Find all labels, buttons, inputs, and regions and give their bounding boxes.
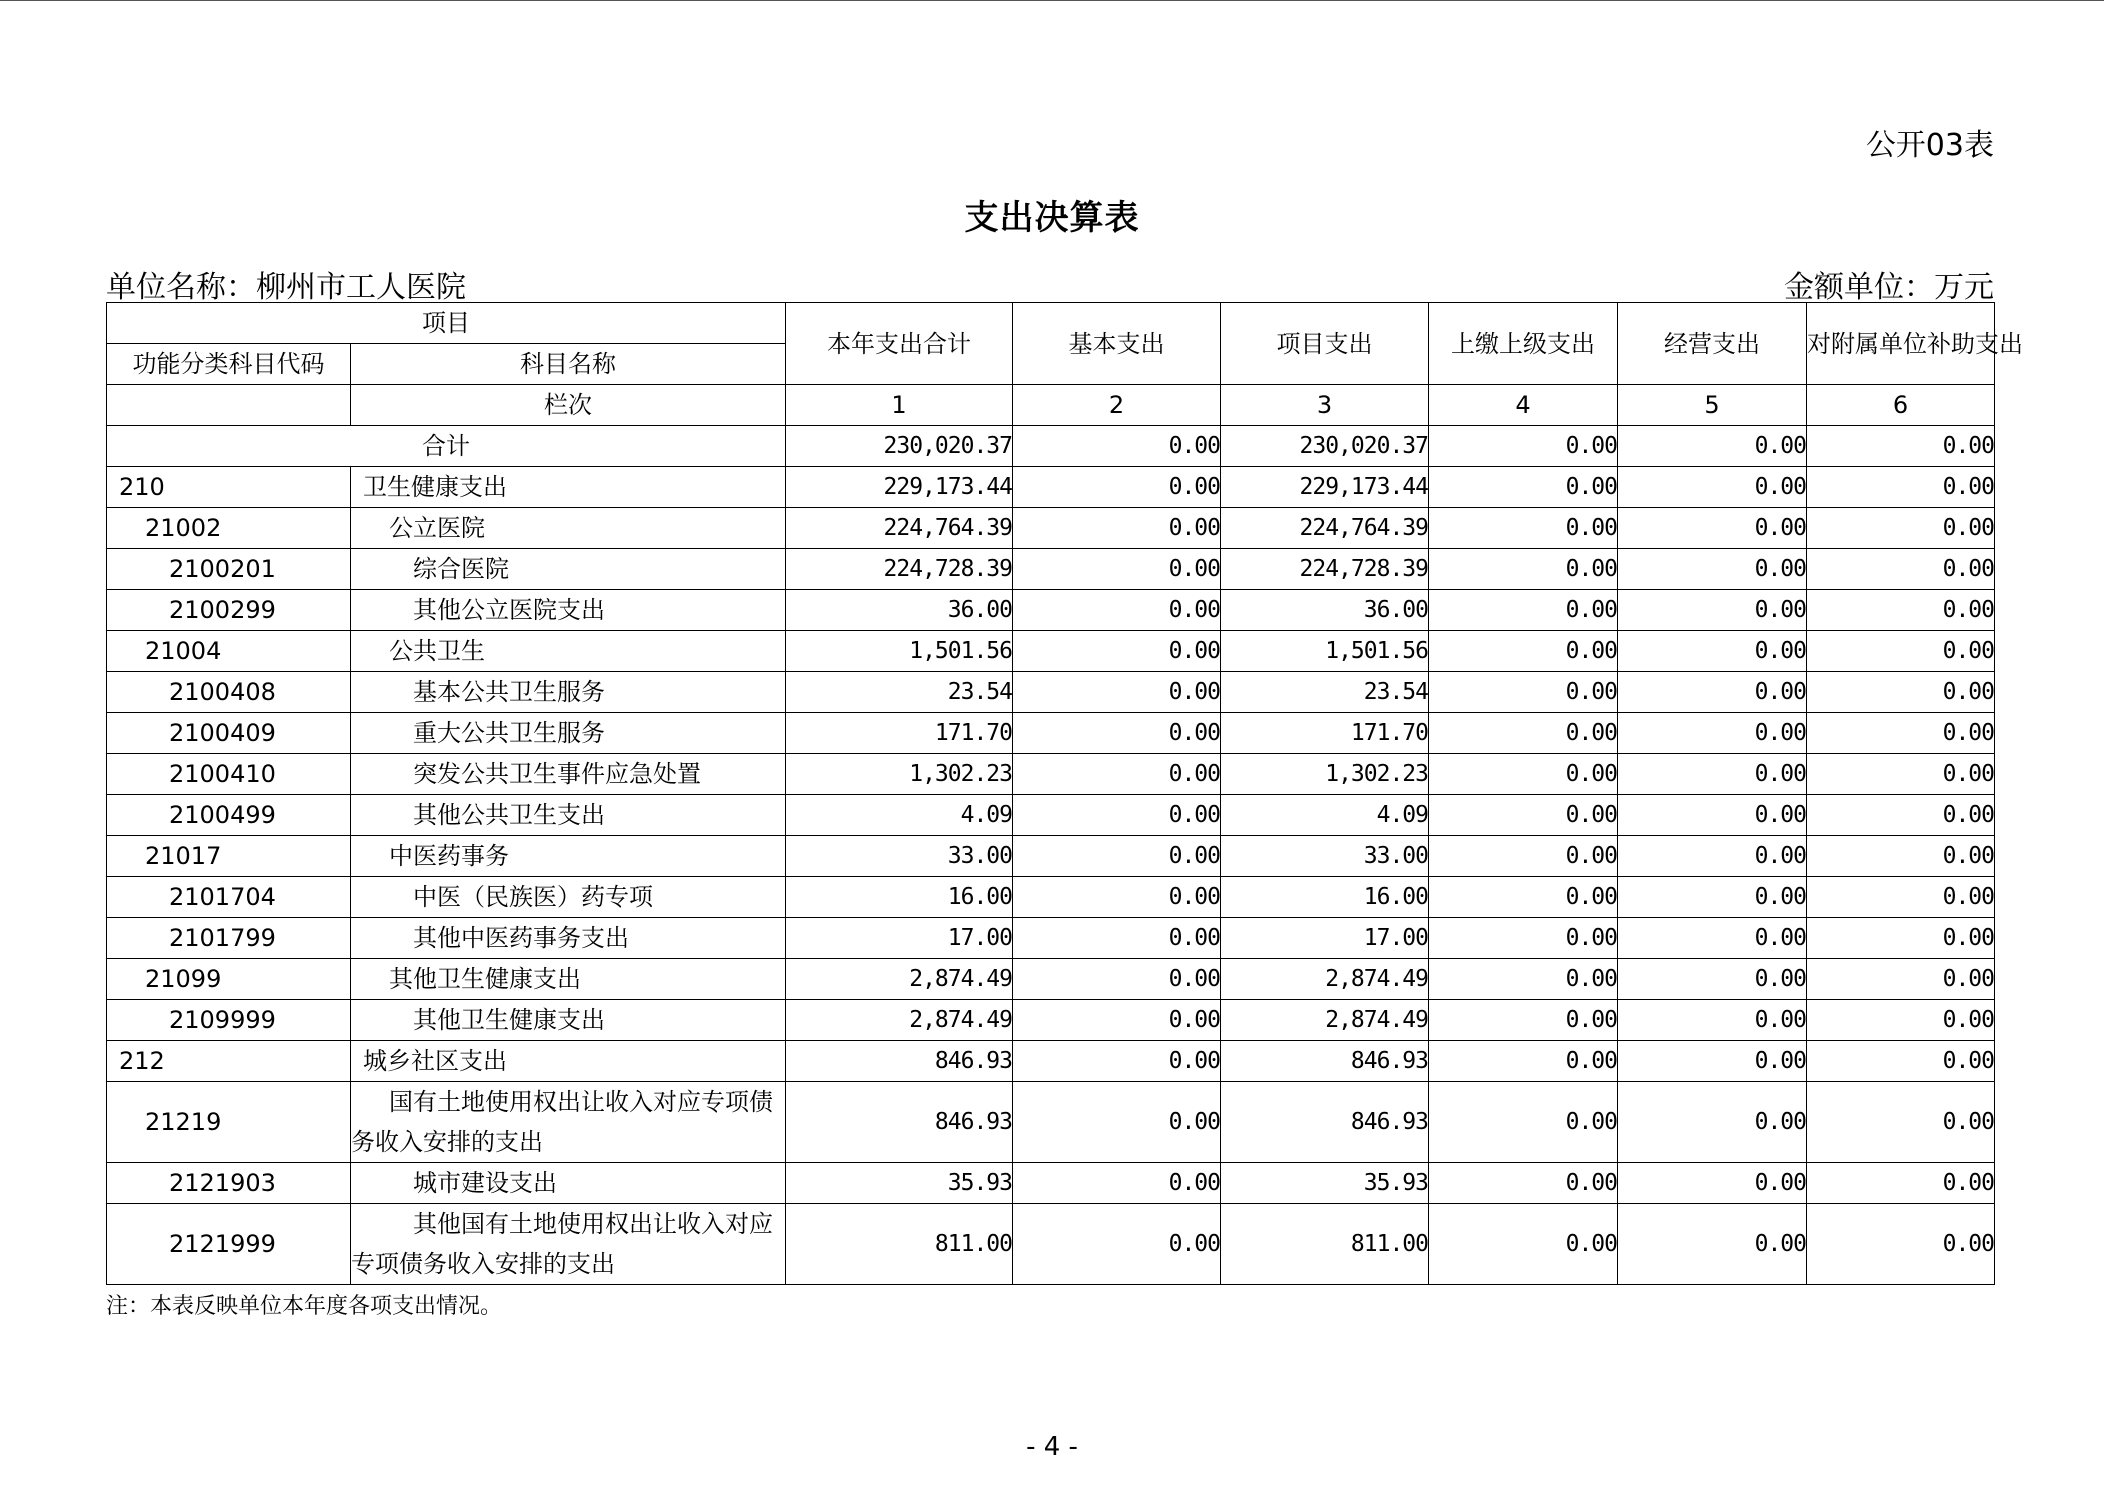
subject-name: 中医药事务 [351, 836, 786, 877]
col-header-operation: 经营支出 [1618, 303, 1807, 385]
total-value: 0.00 [1618, 426, 1807, 467]
amount-cell: 0.00 [1618, 959, 1807, 1000]
amount-cell: 0.00 [1429, 549, 1618, 590]
amount-cell: 229,173.44 [786, 467, 1013, 508]
page-title: 支出决算表 [964, 198, 1140, 238]
total-value: 230,020.37 [786, 426, 1013, 467]
total-value: 0.00 [1807, 426, 1995, 467]
amount-cell: 224,728.39 [786, 549, 1013, 590]
amount-cell: 0.00 [1807, 713, 1995, 754]
total-row [107, 426, 1995, 467]
amount-cell: 33.00 [1221, 836, 1429, 877]
amount-cell: 0.00 [1429, 1163, 1618, 1204]
amount-cell: 4.09 [1221, 795, 1429, 836]
subject-name: 突发公共卫生事件应急处置 [351, 754, 786, 795]
amount-cell: 17.00 [786, 918, 1013, 959]
table-row [107, 1000, 1995, 1041]
table-row [107, 836, 1995, 877]
amount-cell: 171.70 [1221, 713, 1429, 754]
amount-unit-label: 金额单位：万元 [1784, 270, 1994, 305]
amount-cell: 2,874.49 [1221, 1000, 1429, 1041]
col-header-project: 项目支出 [1221, 303, 1429, 385]
amount-cell: 36.00 [1221, 590, 1429, 631]
amount-cell: 0.00 [1807, 877, 1995, 918]
subject-name: 综合医院 [351, 549, 786, 590]
item-header: 项目 [107, 303, 786, 344]
table-row [107, 795, 1995, 836]
amount-cell: 229,173.44 [1221, 467, 1429, 508]
col-header-total: 本年支出合计 [786, 303, 1013, 385]
amount-cell: 1,501.56 [1221, 631, 1429, 672]
amount-cell: 0.00 [1013, 713, 1221, 754]
table-row [107, 508, 1995, 549]
subject-name: 其他卫生健康支出 [351, 959, 786, 1000]
amount-cell: 16.00 [1221, 877, 1429, 918]
table-row [107, 672, 1995, 713]
subject-code: 2100410 [107, 754, 351, 795]
amount-cell: 0.00 [1807, 918, 1995, 959]
amount-cell: 0.00 [1429, 508, 1618, 549]
amount-cell: 0.00 [1807, 549, 1995, 590]
table-row [107, 1082, 1995, 1163]
amount-cell: 846.93 [786, 1082, 1013, 1163]
amount-cell: 0.00 [1618, 754, 1807, 795]
amount-cell: 171.70 [786, 713, 1013, 754]
amount-cell: 0.00 [1618, 549, 1807, 590]
table-row [107, 918, 1995, 959]
col-header-subsidy: 对附属单位补助支出 [1807, 303, 1995, 385]
subject-name: 国有土地使用权出让收入对应专项债务收入安排的支出 [351, 1082, 786, 1163]
subject-name-header: 科目名称 [351, 344, 786, 385]
amount-cell: 2,874.49 [786, 1000, 1013, 1041]
amount-cell: 33.00 [786, 836, 1013, 877]
subject-name: 公立医院 [351, 508, 786, 549]
amount-cell: 0.00 [1429, 467, 1618, 508]
subject-name: 中医（民族医）药专项 [351, 877, 786, 918]
table-row [107, 1041, 1995, 1082]
table-row [107, 549, 1995, 590]
col-index-2: 2 [1013, 385, 1221, 426]
amount-cell: 1,501.56 [786, 631, 1013, 672]
subject-code: 2121903 [107, 1163, 351, 1204]
amount-cell: 0.00 [1013, 631, 1221, 672]
amount-cell: 0.00 [1429, 836, 1618, 877]
subject-name: 其他公立医院支出 [351, 590, 786, 631]
amount-cell: 0.00 [1618, 836, 1807, 877]
total-value: 230,020.37 [1221, 426, 1429, 467]
amount-cell: 0.00 [1013, 1041, 1221, 1082]
amount-cell: 35.93 [1221, 1163, 1429, 1204]
subject-code: 21004 [107, 631, 351, 672]
amount-cell: 0.00 [1807, 672, 1995, 713]
amount-cell: 811.00 [786, 1204, 1013, 1285]
amount-cell: 0.00 [1618, 1000, 1807, 1041]
table-row [107, 590, 1995, 631]
amount-cell: 2,874.49 [1221, 959, 1429, 1000]
col-index-4: 4 [1429, 385, 1618, 426]
col-header-remit: 上缴上级支出 [1429, 303, 1618, 385]
amount-cell: 2,874.49 [786, 959, 1013, 1000]
col-index-6: 6 [1807, 385, 1995, 426]
col-header-basic: 基本支出 [1013, 303, 1221, 385]
amount-cell: 0.00 [1429, 1082, 1618, 1163]
amount-cell: 0.00 [1618, 1204, 1807, 1285]
col-index-1: 1 [786, 385, 1013, 426]
table-note: 注：本表反映单位本年度各项支出情况。 [106, 1294, 503, 1319]
amount-cell: 0.00 [1013, 959, 1221, 1000]
subject-name: 城市建设支出 [351, 1163, 786, 1204]
amount-cell: 0.00 [1807, 1000, 1995, 1041]
amount-cell: 0.00 [1013, 549, 1221, 590]
amount-cell: 1,302.23 [786, 754, 1013, 795]
amount-cell: 0.00 [1429, 754, 1618, 795]
table-row [107, 1204, 1995, 1285]
subject-name: 其他国有土地使用权出让收入对应专项债务收入安排的支出 [351, 1204, 786, 1285]
amount-cell: 0.00 [1013, 918, 1221, 959]
subject-code: 212 [107, 1041, 351, 1082]
subject-code: 21219 [107, 1082, 351, 1163]
amount-cell: 0.00 [1013, 1000, 1221, 1041]
amount-cell: 0.00 [1618, 1041, 1807, 1082]
top-border-line [0, 0, 2104, 1]
amount-cell: 0.00 [1807, 1041, 1995, 1082]
subject-code: 2101799 [107, 918, 351, 959]
amount-cell: 224,764.39 [1221, 508, 1429, 549]
total-value: 0.00 [1013, 426, 1221, 467]
amount-cell: 846.93 [786, 1041, 1013, 1082]
amount-cell: 0.00 [1429, 1204, 1618, 1285]
subject-name: 卫生健康支出 [351, 467, 786, 508]
amount-cell: 0.00 [1807, 631, 1995, 672]
table-row [107, 877, 1995, 918]
col-index-5: 5 [1618, 385, 1807, 426]
amount-cell: 0.00 [1013, 590, 1221, 631]
amount-cell: 0.00 [1013, 467, 1221, 508]
amount-cell: 0.00 [1429, 590, 1618, 631]
subject-name: 重大公共卫生服务 [351, 713, 786, 754]
amount-cell: 0.00 [1807, 1082, 1995, 1163]
amount-cell: 0.00 [1013, 1082, 1221, 1163]
amount-cell: 846.93 [1221, 1082, 1429, 1163]
page-number: - 4 - [1026, 1432, 1078, 1462]
amount-cell: 846.93 [1221, 1041, 1429, 1082]
subject-code: 2100299 [107, 590, 351, 631]
amount-cell: 0.00 [1807, 590, 1995, 631]
amount-cell: 0.00 [1013, 508, 1221, 549]
amount-cell: 1,302.23 [1221, 754, 1429, 795]
amount-cell: 0.00 [1618, 590, 1807, 631]
amount-cell: 0.00 [1807, 467, 1995, 508]
subject-code: 2109999 [107, 1000, 351, 1041]
amount-cell: 4.09 [786, 795, 1013, 836]
table-row [107, 1163, 1995, 1204]
amount-cell: 16.00 [786, 877, 1013, 918]
total-value: 0.00 [1429, 426, 1618, 467]
amount-cell: 224,764.39 [786, 508, 1013, 549]
amount-cell: 0.00 [1618, 631, 1807, 672]
table-row [107, 467, 1995, 508]
amount-cell: 23.54 [1221, 672, 1429, 713]
subject-code: 2101704 [107, 877, 351, 918]
amount-cell: 0.00 [1618, 508, 1807, 549]
col-index-empty [107, 385, 351, 426]
subject-name: 其他中医药事务支出 [351, 918, 786, 959]
amount-cell: 0.00 [1429, 1041, 1618, 1082]
subject-name: 城乡社区支出 [351, 1041, 786, 1082]
amount-cell: 0.00 [1618, 877, 1807, 918]
form-number: 公开03表 [1865, 128, 1994, 163]
amount-cell: 0.00 [1807, 754, 1995, 795]
amount-cell: 35.93 [786, 1163, 1013, 1204]
amount-cell: 0.00 [1013, 836, 1221, 877]
col-index-3: 3 [1221, 385, 1429, 426]
amount-cell: 0.00 [1429, 959, 1618, 1000]
amount-cell: 0.00 [1429, 1000, 1618, 1041]
amount-cell: 0.00 [1618, 918, 1807, 959]
amount-cell: 0.00 [1618, 795, 1807, 836]
amount-cell: 0.00 [1807, 1163, 1995, 1204]
amount-cell: 0.00 [1429, 631, 1618, 672]
table-row [107, 959, 1995, 1000]
subject-code: 2100408 [107, 672, 351, 713]
subject-name: 其他卫生健康支出 [351, 1000, 786, 1041]
amount-cell: 0.00 [1013, 672, 1221, 713]
amount-cell: 0.00 [1807, 795, 1995, 836]
amount-cell: 0.00 [1429, 877, 1618, 918]
amount-cell: 0.00 [1807, 1204, 1995, 1285]
amount-cell: 0.00 [1013, 754, 1221, 795]
table-body [107, 426, 1995, 1285]
table-row [107, 631, 1995, 672]
subject-code: 2121999 [107, 1204, 351, 1285]
amount-cell: 0.00 [1807, 508, 1995, 549]
subject-code: 21002 [107, 508, 351, 549]
amount-cell: 0.00 [1618, 467, 1807, 508]
amount-cell: 0.00 [1618, 1163, 1807, 1204]
col-index-label: 栏次 [351, 385, 786, 426]
amount-cell: 0.00 [1807, 836, 1995, 877]
amount-cell: 0.00 [1013, 1163, 1221, 1204]
amount-cell: 0.00 [1807, 959, 1995, 1000]
unit-name-label: 单位名称：柳州市工人医院 [106, 270, 466, 305]
amount-cell: 0.00 [1618, 672, 1807, 713]
amount-cell: 23.54 [786, 672, 1013, 713]
amount-cell: 0.00 [1429, 918, 1618, 959]
subject-name: 公共卫生 [351, 631, 786, 672]
subject-code: 2100409 [107, 713, 351, 754]
subject-code: 21099 [107, 959, 351, 1000]
amount-cell: 0.00 [1618, 1082, 1807, 1163]
amount-cell: 811.00 [1221, 1204, 1429, 1285]
table-row [107, 754, 1995, 795]
amount-cell: 36.00 [786, 590, 1013, 631]
amount-cell: 0.00 [1013, 877, 1221, 918]
table-row [107, 713, 1995, 754]
amount-cell: 0.00 [1429, 713, 1618, 754]
subject-code: 210 [107, 467, 351, 508]
amount-cell: 0.00 [1013, 795, 1221, 836]
subject-code: 21017 [107, 836, 351, 877]
amount-cell: 224,728.39 [1221, 549, 1429, 590]
amount-cell: 17.00 [1221, 918, 1429, 959]
subject-name: 基本公共卫生服务 [351, 672, 786, 713]
subject-name: 其他公共卫生支出 [351, 795, 786, 836]
amount-cell: 0.00 [1429, 672, 1618, 713]
expenditure-table [106, 302, 2023, 1285]
total-label: 合计 [107, 426, 786, 467]
subject-code: 2100499 [107, 795, 351, 836]
amount-cell: 0.00 [1429, 795, 1618, 836]
amount-cell: 0.00 [1013, 1204, 1221, 1285]
code-header: 功能分类科目代码 [107, 344, 351, 385]
amount-cell: 0.00 [1618, 713, 1807, 754]
subject-code: 2100201 [107, 549, 351, 590]
